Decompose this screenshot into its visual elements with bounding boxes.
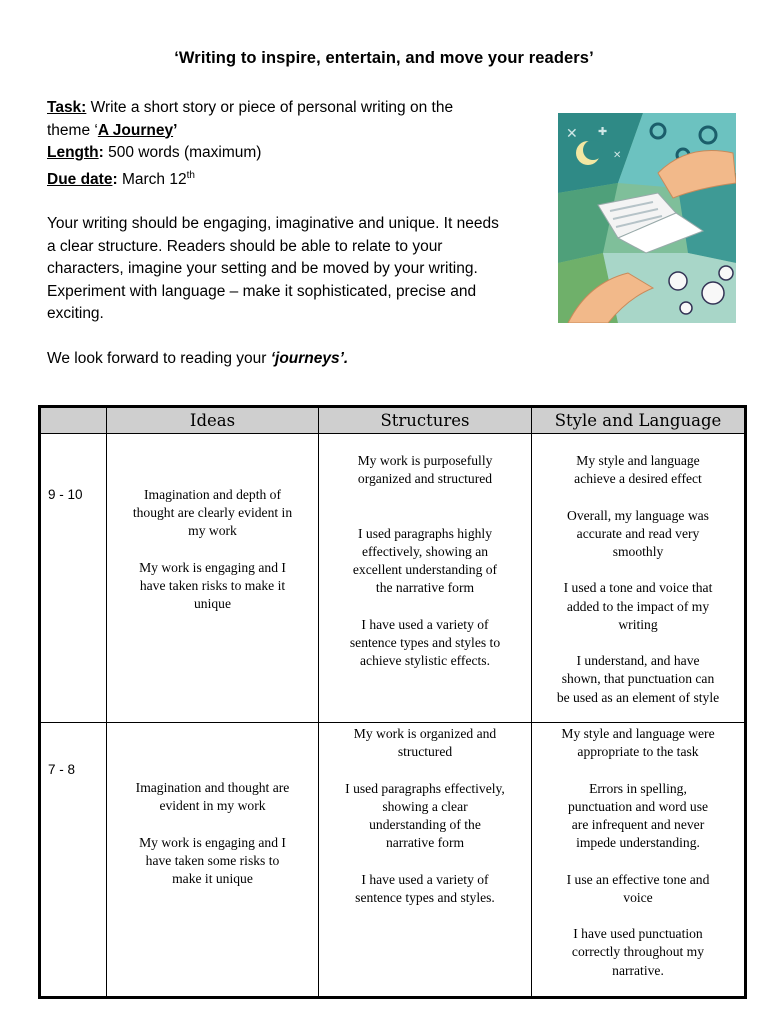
rubric-text-line: My work is engaging and I xyxy=(139,559,286,575)
svg-text:✕: ✕ xyxy=(613,150,622,161)
rubric-text-line: effectively, showing an xyxy=(361,543,489,559)
rubric-text-line: understanding of the xyxy=(369,817,481,832)
task-line xyxy=(47,97,537,120)
rubric-text-line: correctly throughout my xyxy=(571,944,705,960)
due-sup: th xyxy=(186,169,195,181)
line-spacer xyxy=(537,561,739,579)
theme-line xyxy=(47,120,537,143)
theme-suffix: ’ xyxy=(173,121,178,139)
due-value: March 12 xyxy=(121,170,187,188)
line-spacer xyxy=(324,852,526,870)
rubric-text-line: I understand, and have xyxy=(576,653,700,669)
rubric-text-line: thought are clearly evident in xyxy=(132,505,293,521)
rubric-text-line: My work is organized and xyxy=(353,726,497,741)
rubric-header-style: Style and Language xyxy=(532,407,746,434)
rubric-text-line: I used a tone and voice that xyxy=(563,580,713,596)
rubric-row-9-10 xyxy=(40,434,746,723)
theme-prefix: theme ‘ xyxy=(47,121,98,139)
line-spacer xyxy=(537,488,739,506)
length-line: Length: 500 words (maximum) xyxy=(47,144,262,161)
ideas-cell xyxy=(107,723,319,998)
line-spacer xyxy=(112,541,313,559)
rubric-text-line: make it unique xyxy=(172,871,253,886)
rubric-text-line: My style and language were xyxy=(561,726,715,741)
rubric-text-line: be used as an element of style xyxy=(556,689,720,705)
line-spacer xyxy=(537,634,739,652)
rubric-text-line: voice xyxy=(623,889,653,905)
rubric-text-line: shown, that punctuation can xyxy=(561,671,715,687)
rubric-text-line: Imagination and thought are xyxy=(135,780,290,795)
rubric-text-line: accurate and read very xyxy=(576,525,700,541)
rubric-text-line: punctuation and word use xyxy=(567,798,709,814)
rubric-text-line: organized and structured xyxy=(357,471,493,487)
rubric-text-line: evident in my work xyxy=(159,798,266,814)
rubric-text-line: excellent understanding of xyxy=(352,562,498,578)
structures-cell xyxy=(319,434,532,723)
closing-emph: ‘journeys’. xyxy=(270,349,349,367)
rubric-text-line: My work is purposefully xyxy=(357,453,493,468)
line-spacer xyxy=(112,815,313,833)
rubric-header-row xyxy=(40,407,746,434)
line-spacer xyxy=(537,907,739,925)
line-spacer xyxy=(537,761,739,779)
length-value: 500 words (maximum) xyxy=(108,144,262,161)
assignment-intro xyxy=(47,97,537,370)
rubric-text-line: appropriate to the task xyxy=(577,744,699,760)
line-spacer xyxy=(324,598,526,616)
structures-cell xyxy=(319,723,532,998)
rubric-header-ideas: Ideas xyxy=(107,407,319,434)
rubric-text-line: my work xyxy=(188,523,237,539)
guidance-line-4: Experiment with language – make it sophisticated, precise and xyxy=(47,282,477,300)
ideas-cell xyxy=(107,434,319,723)
rubric-text-line: showing a clear xyxy=(382,798,468,814)
due-label: Due date xyxy=(47,170,113,188)
line-spacer xyxy=(324,761,526,779)
guidance-line-5: exciting. xyxy=(47,305,104,323)
rubric-text-line: are infrequent and never xyxy=(571,817,705,832)
rubric-text-line: smoothly xyxy=(612,544,664,559)
length-label: Length xyxy=(47,144,99,161)
marking-rubric-table xyxy=(38,405,747,999)
rubric-text-line: I used paragraphs effectively, xyxy=(345,780,505,796)
guidance-line-2: a clear structure. Readers should be able to relate to your xyxy=(47,237,443,255)
rubric-text-line: unique xyxy=(194,596,231,612)
rubric-text-line: achieve stylistic effects. xyxy=(360,653,490,669)
svg-text:✕: ✕ xyxy=(566,126,578,142)
rubric-text-line: I use an effective tone and xyxy=(566,871,710,887)
rubric-text-line: I have used punctuation xyxy=(573,926,703,942)
theme-value: A Journey xyxy=(97,121,174,139)
rubric-text-line: writing xyxy=(618,616,658,632)
rubric-text-line: Errors in spelling, xyxy=(589,780,687,796)
rubric-row-7-8 xyxy=(40,723,746,998)
svg-text:✚: ✚ xyxy=(598,125,608,138)
guidance-line-1: Your writing should be engaging, imaginative and unique. It needs xyxy=(47,215,499,233)
rubric-header-blank xyxy=(40,407,107,434)
rubric-text-line: narrative form xyxy=(385,835,465,851)
rubric-text-line: added to the impact of my xyxy=(566,598,710,614)
rubric-text-line: sentence types and styles. xyxy=(355,889,495,905)
rubric-text-line: impede understanding. xyxy=(576,835,700,851)
rubric-text-line: have taken risks to make it xyxy=(139,578,286,593)
rubric-text-line: I have used a variety of xyxy=(361,871,489,887)
rubric-text-line: the narrative form xyxy=(375,580,475,596)
style-cell xyxy=(532,723,746,998)
style-cell xyxy=(532,434,746,723)
due-line: Due date: March 12th xyxy=(47,169,195,188)
page-title: ‘Writing to inspire, entertain, and move your readers’ xyxy=(174,49,594,67)
rubric-text-line: achieve a desired effect xyxy=(574,471,702,487)
line-spacer xyxy=(324,488,526,506)
rubric-text-line: narrative. xyxy=(612,962,664,978)
rubric-text-line: My style and language xyxy=(576,453,700,468)
line-spacer xyxy=(324,507,526,525)
rubric-header-structures: Structures xyxy=(319,407,532,434)
rubric-text-line: sentence types and styles to xyxy=(349,634,501,650)
closing-prefix: We look forward to reading your xyxy=(47,349,271,367)
rubric-text-line: My work is engaging and I xyxy=(139,834,286,850)
closing-line xyxy=(47,348,537,371)
rubric-text-line: structured xyxy=(397,744,453,760)
rubric-text-line: Overall, my language was xyxy=(567,507,709,523)
rubric-text-line: have taken some risks to xyxy=(145,852,280,868)
rubric-text-line: I have used a variety of xyxy=(361,616,489,632)
score-cell: 7 - 8 xyxy=(40,723,107,998)
writing-clipart-image xyxy=(558,113,736,323)
guidance-line-3: characters, imagine your setting and be moved by your writing. xyxy=(47,260,478,278)
score-cell: 9 - 10 xyxy=(40,434,107,723)
rubric-text-line: I used paragraphs highly xyxy=(357,525,492,541)
rubric-text-line: Imagination and depth of xyxy=(143,487,282,502)
task-text: Write a short story or piece of personal writing on the xyxy=(90,99,454,116)
line-spacer xyxy=(537,852,739,870)
task-label: Task: xyxy=(47,99,87,116)
